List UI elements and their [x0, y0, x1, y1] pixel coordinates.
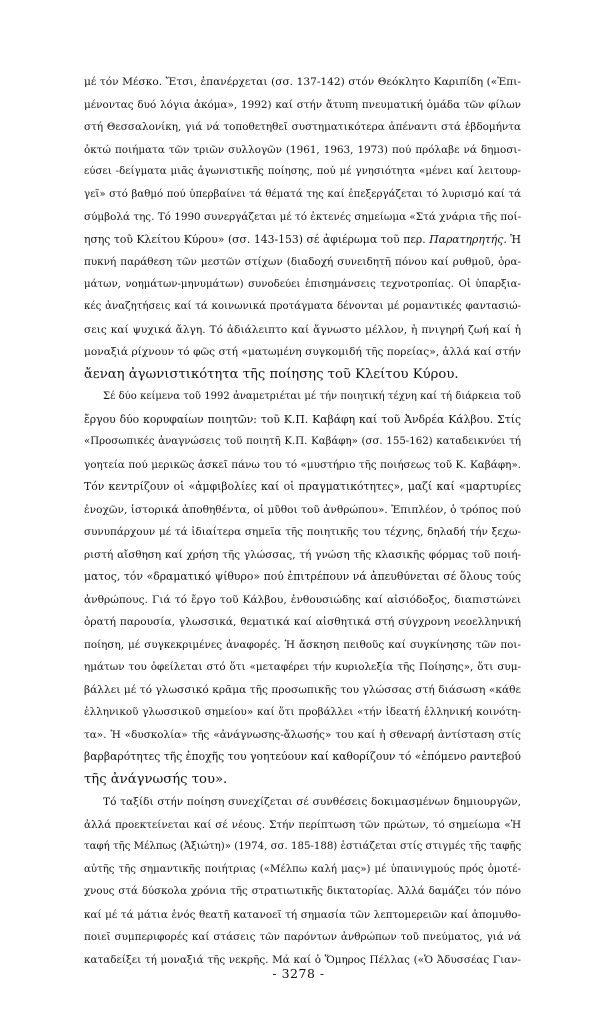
text-line: γεῖ» στό βαθμό πού ὑπερβαίνει τά θέματά της καί ἐπεξεργάζεται τό λυρισμό καί τά — [84, 188, 521, 200]
text-line: τα». Ἡ «δυσκολία» τῆς «ἀνάγνωσης-ἄλωσής» του καί ἡ σθεναρή ἀντίσταση στίς — [84, 728, 521, 741]
text-line: ριστή αἴσθηση καί χρήση τῆς γλώσσας, τή γνώση τῆς κλασικῆς φόρμας τοῦ ποιή- — [84, 548, 521, 561]
text-line: εύσει -δείγματα μιᾶς ἀγωνιστικῆς ποίησης, πού μέ γνησιότητα «μένει καί λειτουρ- — [84, 166, 521, 177]
text-line: ἄεναη ἀγωνιστικότητα τῆς ποίησης τοῦ Κλείτου Κύρου. — [84, 366, 459, 382]
text-line: μέ τόν Μέσκο. Ἔτσι, ἐπανέρχεται (σσ. 137-142) στόν Θεόκλητο Καριπίδη («Ἐπι- — [84, 76, 521, 88]
text-line: ἀλλά προεκτείνεται καί σέ νέους. Στήν περίπτωση τῶν πρώτων, τό σημείωμα «Ἡ — [84, 818, 521, 831]
text-line: μοναξιά ρίχνουν τό φῶς στή «ματωμένη συγκομιδή τῆς πορείας», ἀλλά καί στήν — [84, 346, 521, 358]
text-line: ποιεῖ συμπεριφορές καί στάσεις τῶν παρόντων ἀνθρώπων τοῦ πνεύματος, γιά νά — [84, 931, 521, 943]
text-line: καί μέ τά μάτια ἑνός θεατῆ κατανοεῖ τή σημασία τῶν λεπτομερειῶν καί ἀπομυθο- — [84, 908, 521, 921]
text-line: μένοντας δυό λόγια ἀκόμα», 1992) καί στήν ἄτυπη πνευματική ὁμάδα τῶν φίλων — [84, 98, 521, 111]
text-line: σύμβολά της. Τό 1990 συνεργάζεται μέ τό ἐκτενές σημείωμα «Στά χνάρια τῆς ποί- — [84, 211, 522, 223]
paragraph — [84, 791, 521, 971]
text-line: ἔργου δύο κορυφαίων ποιητῶν: τοῦ Κ.Π. Καβάφη καί τοῦ Ἀνδρέα Κάλβου. Στίς — [84, 412, 521, 426]
text-line: ησης τοῦ Κλείτου Κύρου» (σσ. 143-153) σέ ἀφιέρωμα τοῦ περ. Παρατηρητής. Ἡ — [84, 232, 522, 246]
text-line: Τό ταξίδι στήν ποίηση συνεχίζεται σέ συνθέσεις δοκιμασμένων δημιουργῶν, — [103, 796, 521, 808]
text-line: βάλλει μέ τό γλωσσικό κρᾶμα τῆς προσωπικῆς του γλώσσας στή διάσωση «κάθε — [84, 683, 521, 696]
text-line: συνυπάρχουν μέ τά ἰδιαίτερα σημεῖα τῆς ποιητικῆς του τέχνης, δηλαδή τήν ξεχω- — [84, 526, 521, 538]
text-line: μάτων, νοημάτων-μηνυμάτων) συνοδεύει ἐπισημάνσεις τεχνοτροπίας. Οἱ ὑπαρξια- — [84, 278, 521, 290]
text-line: τῆς ἀνάγνωσής του». — [84, 771, 228, 787]
text-line: Τόν κεντρίζουν οἱ «ἀμφιβολίες καί οἱ πραγματικότητες», μαζί καί «μαρτυρίες — [84, 480, 521, 493]
text-line: ημάτων του ὀφείλεται στό ὅτι «μεταφέρει τήν κυριολεξία τῆς Ποίησης», ὅτι συμ- — [84, 661, 521, 673]
text-line: πυκνή παράθεση τῶν μεστῶν στίχων (διαδοχή συνειδητῆ πόνου καί ρυθμοῦ, ὁρα- — [84, 256, 521, 268]
page-body — [84, 71, 521, 971]
text-line: στή Θεσσαλονίκη, γιά νά τοποθετηθεῖ συστηματικότερα ἀπέναντι στά ἑβδομήντα — [84, 121, 521, 133]
text-line: βαρβαρότητες τῆς ἐποχῆς του γοητεύουν καί καθορίζουν τό «ἐπόμενο ραντεβού — [84, 750, 521, 763]
page-number: - 3278 - — [272, 966, 325, 981]
text-line: ἑλληνικοῦ γλωσσικοῦ σημείου» καί ὅτι προβάλλει «τήν ἰδεατή ἑλληνική κοινότη- — [84, 706, 521, 718]
paragraph — [84, 386, 521, 791]
text-line: κές ἀναζητήσεις καί τά κοινωνικά προτάγματα δένονται μέ ρομαντικές φαντασιώ- — [84, 301, 521, 312]
text-line: ὀκτώ ποιήματα τῶν τριῶν συλλογῶν (1961, 1963, 1973) πού πρόλαβε νά δημοσι- — [84, 143, 521, 156]
text-line: χνους στά δύσκολα χρόνια τῆς στρατιωτικῆς δικτατορίας. Ἀλλά δαμάζει τόν πόνο — [84, 886, 521, 897]
text-line: ἐνοχῶν, ἱστορικά ἀποθηθέντα, οἱ μῦθοι τοῦ ἀνθρώπου». Ἐπιπλέον, ὁ τρόπος πού — [84, 503, 521, 516]
paragraph — [84, 71, 521, 386]
text-line: καταδείξει τή μοναξιά τῆς νεκρῆς. Μά καί ὁ Ὅμηρος Πέλλας («Ὁ Ἀδυσσέας Γιαν- — [84, 953, 521, 966]
text-line: σεις καί ψυχικά ἄλγη. Τό ἀδιάλειπτο καί ἄγνωστο μέλλον, ἡ πνιγηρή ζωή καί ἡ — [84, 323, 521, 336]
text-line: αὐτῆς τῆς σημαντικῆς ποιήτριας («Μέλπω καλή μας») μέ ὑπαινιγμούς πρός ὁμοτέ- — [84, 863, 521, 875]
text-line: ταφή τῆς Μέλπως (Ἀξιώτη)» (1974, σσ. 185-188) ἑστιάζεται στίς στιγμές τῆς ταφῆς — [84, 841, 522, 852]
text-line: ἀνθρώπους. Γιά τό ἔργο τοῦ Κάλβου, ἐνθουσιώδης καί αἰσιόδοξος, διαπιστώνει — [84, 593, 521, 606]
text-line: ποίηση, μέ συγκεκριμένες ἀναφορές. Ἡ ἄσκηση πειθοῦς καί συγκίνησης τῶν ποι- — [84, 638, 521, 651]
text-line: «Προσωπικές ἀναγνώσεις τοῦ ποιητῆ Κ.Π. Καβάφη» (σσ. 155-162) καταδεικνύει τή — [84, 436, 521, 447]
text-line: Σέ δύο κείμενα τοῦ 1992 ἀναμετριέται μέ τήν ποιητική τέχνη καί τή διάρκεια τοῦ — [103, 391, 521, 402]
text-line: ὁρατή παρουσία, γλωσσικά, θεματικά καί αἰσθητικά στή σύγχρονη νεοελληνική — [84, 616, 521, 628]
text-line: ματος, τόν «δραματικό ψίθυρο» πού ἐπιτρέπουν νά ἀπευθύνεται σέ ὅλους τούς — [84, 570, 521, 583]
text-line: γοητεία πού μερικῶς ἀσκεῖ πάνω του τό «μυστήριο τῆς ποιήσεως τοῦ Κ. Καβάφη». — [84, 458, 521, 471]
